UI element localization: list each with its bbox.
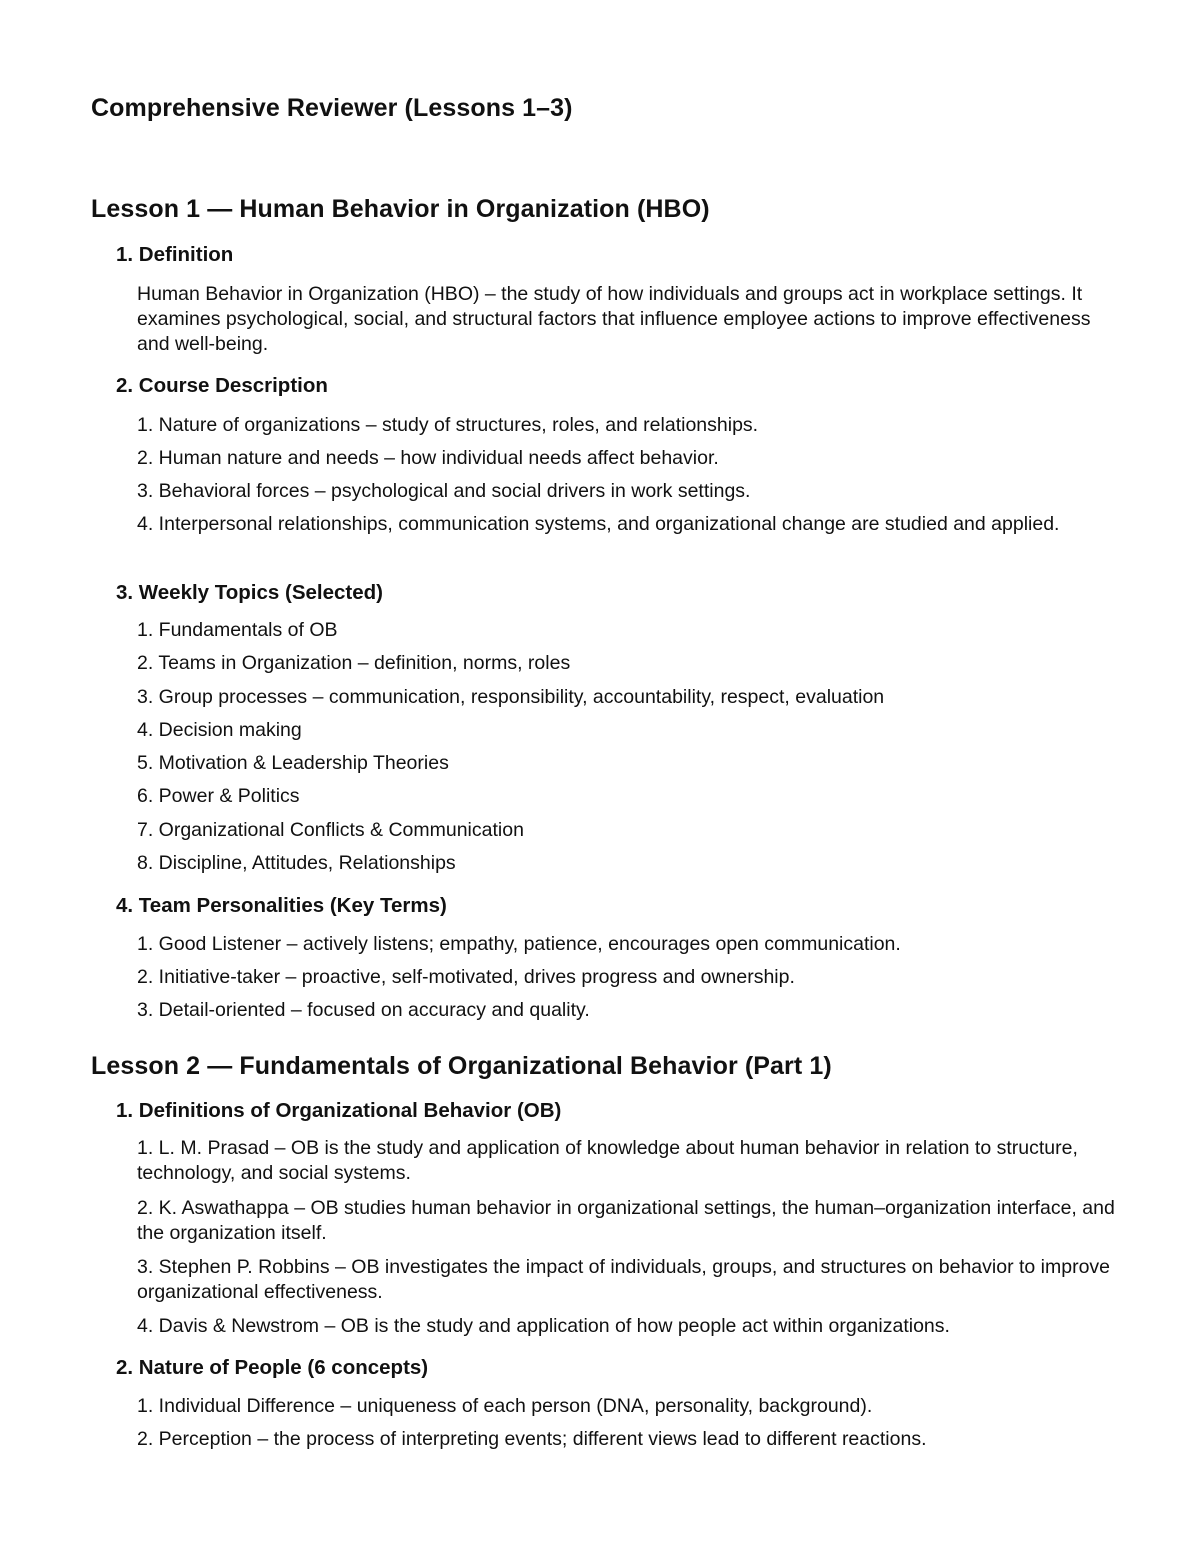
list-item: 1. Good Listener – actively listens; empathy, patience, encourages open communication. <box>137 933 901 955</box>
list-item: 8. Discipline, Attitudes, Relationships <box>137 852 456 874</box>
list-item: 1. Fundamentals of OB <box>137 619 338 641</box>
lesson-2-definitions-heading: 1. Definitions of Organizational Behavior (OB) <box>116 1099 562 1122</box>
list-item: 2. K. Aswathappa – OB studies human behavior in organizational settings, the human–organization interface, and the organization itself. <box>137 1197 1115 1244</box>
lesson-1-team-personalities-heading: 4. Team Personalities (Key Terms) <box>116 894 447 917</box>
list-item: 3. Group processes – communication, responsibility, accountability, respect, evaluation <box>137 686 885 708</box>
list-item: 4. Decision making <box>137 719 302 741</box>
list-item: 4. Interpersonal relationships, communication systems, and organizational change are studied and applied. <box>137 513 1060 535</box>
lesson-2-title: Lesson 2 — Fundamentals of Organizational Behavior (Part 1) <box>91 1052 832 1080</box>
list-item: 1. L. M. Prasad – OB is the study and application of knowledge about human behavior in relation to structure, technology, and social systems. <box>137 1137 1078 1184</box>
list-item: 2. Human nature and needs – how individual needs affect behavior. <box>137 447 719 469</box>
list-item: 3. Detail-oriented – focused on accuracy and quality. <box>137 999 590 1021</box>
lesson-1-weekly-topics-heading: 3. Weekly Topics (Selected) <box>116 581 383 604</box>
list-item: 5. Motivation & Leadership Theories <box>137 752 449 774</box>
list-item: 3. Stephen P. Robbins – OB investigates the impact of individuals, groups, and structures on behavior to improve organizational effectiveness. <box>137 1256 1111 1303</box>
list-item: 2. Perception – the process of interpreting events; different views lead to different reactions. <box>137 1428 927 1450</box>
lesson-1-title: Lesson 1 — Human Behavior in Organization (HBO) <box>91 195 710 223</box>
list-item: 1. Individual Difference – uniqueness of each person (DNA, personality, background). <box>137 1395 873 1417</box>
list-item: 7. Organizational Conflicts & Communication <box>137 819 524 841</box>
list-item: 1. Nature of organizations – study of structures, roles, and relationships. <box>137 414 759 436</box>
list-item: 2. Initiative-taker – proactive, self-motivated, drives progress and ownership. <box>137 966 795 988</box>
list-item: 2. Teams in Organization – definition, norms, roles <box>137 652 571 674</box>
lesson-1-definition-heading: 1. Definition <box>116 243 234 266</box>
lesson-1-course-description-heading: 2. Course Description <box>116 374 328 397</box>
lesson-2-nature-of-people-heading: 2. Nature of People (6 concepts) <box>116 1356 429 1379</box>
list-item: 4. Davis & Newstrom – OB is the study and application of how people act within organizations. <box>137 1315 950 1337</box>
document-title: Comprehensive Reviewer (Lessons 1–3) <box>91 94 573 122</box>
list-item: 6. Power & Politics <box>137 785 300 807</box>
lesson-1-definition-text: Human Behavior in Organization (HBO) – the study of how individuals and groups act in workplace settings. It examines psychological, social, and structural factors that influence employee actions to improve effectiveness and well-being. <box>137 283 1091 355</box>
list-item: 3. Behavioral forces – psychological and social drivers in work settings. <box>137 480 751 502</box>
